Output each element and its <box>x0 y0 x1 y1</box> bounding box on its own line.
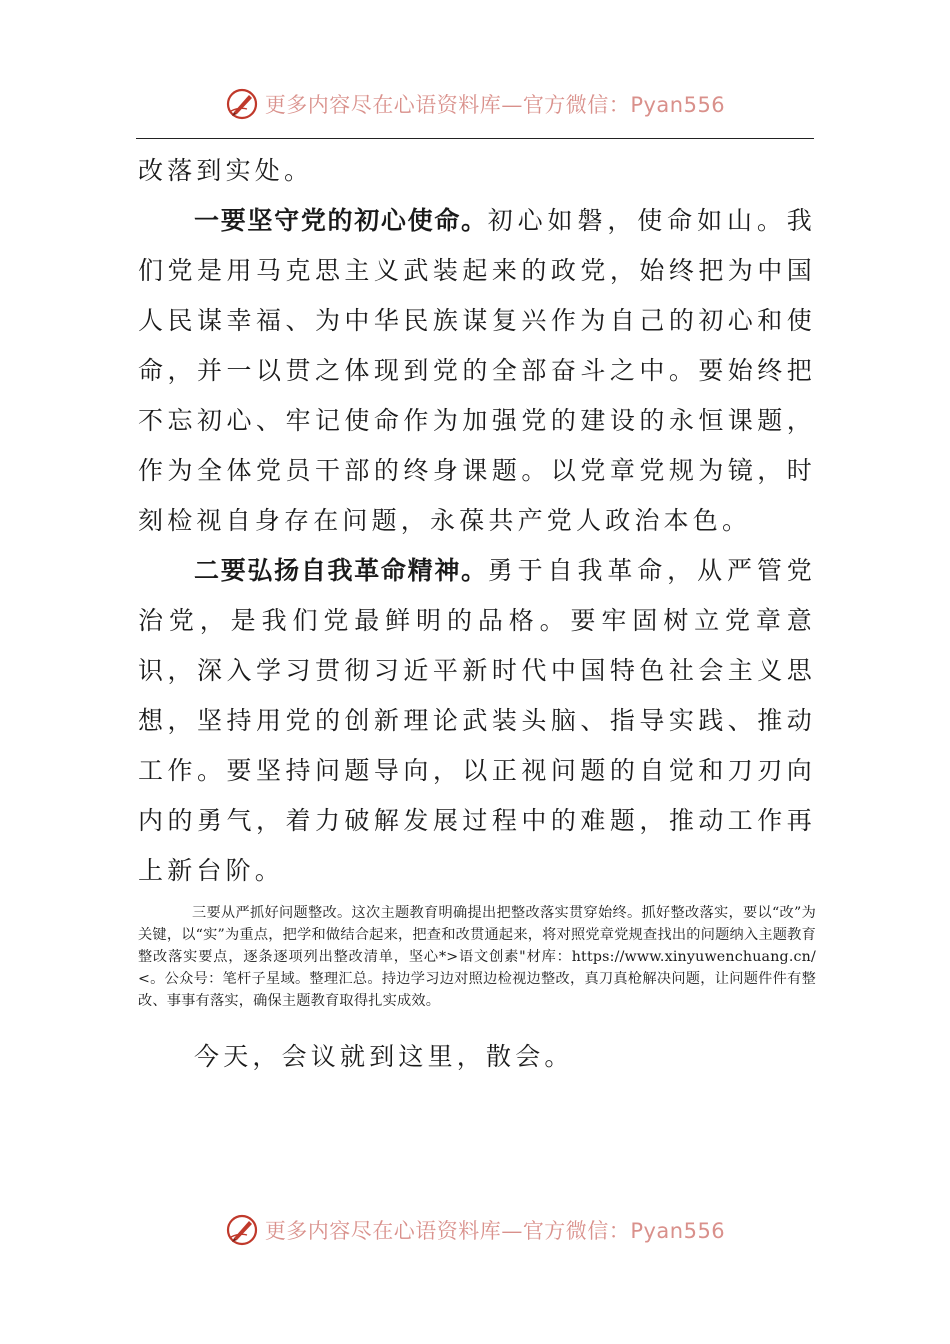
header-brand: 更多内容尽在心语资料库 <box>264 93 502 117</box>
footer-brand: 更多内容尽在心语资料库 <box>264 1219 502 1243</box>
paragraph-continuation: 改落到实处。 <box>138 156 314 185</box>
header-text <box>265 89 725 119</box>
footer-text <box>265 1215 725 1245</box>
footer-official: 官方微信： <box>522 1219 631 1243</box>
header-banner <box>0 82 950 126</box>
paragraph-three-small: 三要从严抓好问题整改。这次主题教育明确提出把整改落实贯穿始终。抓好整改落实，要以“改”为关键，以“实”为重点，把学和做结合起来，把查和改贯通起来，将对照党章党规查找出的问题纳入主题教育整改落实要点，逐条逐项列出整改清单，坚心*>语文创素"材库：https://www.xinyuwenchuang.cn/<。公众号：笔杆子星域。整理汇总。持边学习边对照边检视边整改，真刀真枪解决问题，让问题件件有整改、事事有落实，确保主题教育取得扎实成效。 <box>138 905 816 1009</box>
closing-paragraph: 今天，会议就到这里，散会。 <box>194 1042 574 1071</box>
footer-banner <box>0 1208 950 1252</box>
footer-wechat: Pyan556 <box>630 1219 726 1243</box>
pen-logo-icon <box>225 87 259 121</box>
paragraph-two <box>138 546 816 896</box>
paragraph-one-heading: 一要坚守党的初心使命。 <box>194 206 488 235</box>
paragraph-two-heading: 二要弘扬自我革命精神。 <box>194 556 488 585</box>
pen-logo-icon <box>225 1213 259 1247</box>
header-wechat: Pyan556 <box>630 93 726 117</box>
header-dash: — <box>501 93 523 117</box>
paragraph-two-body: 勇于自我革命，从严管党治党，是我们党最鲜明的品格。要牢固树立党章意识，深入学习贯彻习近平新时代中国特色社会主义思想，坚持用党的创新理论武装头脑、指导实践、推动工作。要坚持问题导向，以正视问题的自觉和刀刃向内的勇气，着力破解发展过程中的难题，推动工作再上新台阶。 <box>138 556 816 885</box>
paragraph-one-body: 初心如磐，使命如山。我们党是用马克思主义武装起来的政党，始终把为中国人民谋幸福、为中华民族谋复兴作为自己的初心和使命，并一以贯之体现到党的全部奋斗之中。要始终把不忘初心、牢记使命作为加强党的建设的永恒课题，作为全体党员干部的终身课题。以党章党规为镜，时刻检视自身存在问题，永葆共产党人政治本色。 <box>138 206 816 535</box>
header-official: 官方微信： <box>522 93 631 117</box>
footer-dash: — <box>501 1219 523 1243</box>
document-body <box>138 146 816 1082</box>
paragraph-one <box>138 196 816 546</box>
header-rule <box>136 138 814 139</box>
